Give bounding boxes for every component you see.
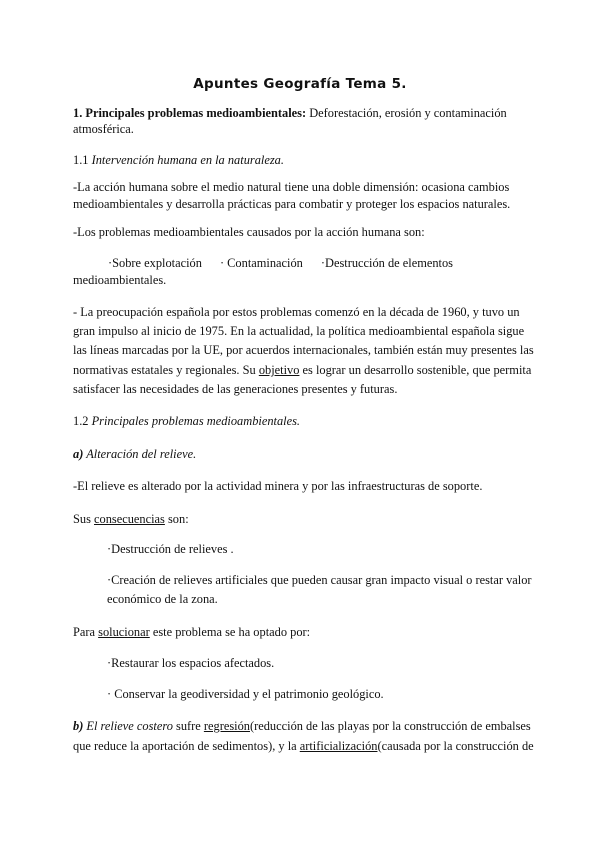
section-1-1-heading (73, 152, 284, 168)
solution-item: ·Restaurar los espacios afectados. (107, 656, 275, 670)
text-run: Para (73, 625, 99, 639)
text-run: que reduce la aportación de sedimentos), y la (73, 739, 300, 753)
underlined-term: artificialización (299, 739, 378, 753)
section-1-heading-rest: Deforestación, erosión y contaminación (306, 106, 507, 120)
text-run: normativas estatales y regionales. Su (73, 363, 259, 377)
page-title: Apuntes Geografía Tema 5. (193, 76, 407, 92)
section-1-heading-bold: 1. Principales problemas medioambientales: (73, 106, 307, 120)
paragraph-line: gran impulso al inicio de 1975. En la actualidad, la política medioambiental española sigue (73, 324, 525, 338)
subsection-a-title: Alteración del relieve. (83, 447, 197, 461)
subsection-b-title: El relieve costero (83, 719, 173, 733)
underlined-term: objetivo (258, 363, 300, 377)
paragraph-line: - La preocupación española por estos problemas comenzó en la década de 1960, y tuvo un (73, 305, 520, 319)
section-1-heading (73, 105, 507, 121)
paragraph-line: las líneas marcadas por la UE, por acuerdos internacionales, también están muy presentes las (73, 343, 534, 357)
underlined-term: solucionar (98, 625, 150, 639)
paragraph-line (73, 624, 310, 640)
list-item: · Contaminación (219, 256, 303, 270)
section-1-2-number: 1.2 (73, 414, 92, 428)
paragraph-line (73, 511, 189, 527)
consequence-item: ·Creación de relieves artificiales que pueden causar gran impacto visual o restar valor (107, 573, 532, 587)
consequence-item: ·Destrucción de relieves . (107, 542, 234, 556)
text-run: Sus (73, 512, 95, 526)
section-1-2-title: Principales problemas medioambientales. (91, 414, 301, 428)
underlined-term: consecuencias (94, 512, 165, 526)
text-run: (reducción de las playas por la construcción de embalses (249, 719, 531, 733)
paragraph-line: -El relieve es alterado por la actividad minera y por las infraestructuras de soporte. (73, 479, 483, 493)
section-1-heading-cont: atmosférica. (73, 122, 134, 136)
paragraph-line: medioambientales y desarrolla prácticas para combatir y proteger los espacios naturales. (73, 197, 511, 211)
subsection-b-line (73, 738, 534, 754)
text-run: sufre (172, 719, 204, 733)
text-run: este problema se ha optado por: (149, 625, 311, 639)
list-item: ·Sobre explotación (108, 256, 202, 270)
section-1-1-title: Intervención humana en la naturaleza. (91, 153, 284, 167)
solution-item: · Conservar la geodiversidad y el patrimonio geológico. (107, 687, 384, 701)
underlined-term: regresión (203, 719, 250, 733)
list-item: ·Destrucción de elementos (320, 256, 453, 270)
subsection-b-line (73, 718, 531, 734)
list-item-cont: medioambientales. (73, 273, 167, 287)
paragraph-line (73, 362, 531, 378)
subsection-b-label: b) (73, 719, 84, 733)
paragraph-line: -La acción humana sobre el medio natural tiene una doble dimensión: ocasiona cambios (73, 180, 510, 194)
consequence-item-cont: económico de la zona. (107, 592, 218, 606)
section-1-2-heading (73, 413, 300, 429)
paragraph-line: -Los problemas medioambientales causados por la acción humana son: (73, 225, 425, 239)
paragraph-line: satisfacer las necesidades de las generaciones presentes y futuras. (73, 382, 398, 396)
text-run: es lograr un desarrollo sostenible, que permita (299, 363, 532, 377)
text-run: (causada por la construcción de (377, 739, 534, 753)
section-1-1-number: 1.1 (73, 153, 92, 167)
problems-list (108, 255, 453, 271)
text-run: son: (164, 512, 189, 526)
subsection-a-label: a) (73, 447, 84, 461)
subsection-a-heading (73, 446, 196, 462)
